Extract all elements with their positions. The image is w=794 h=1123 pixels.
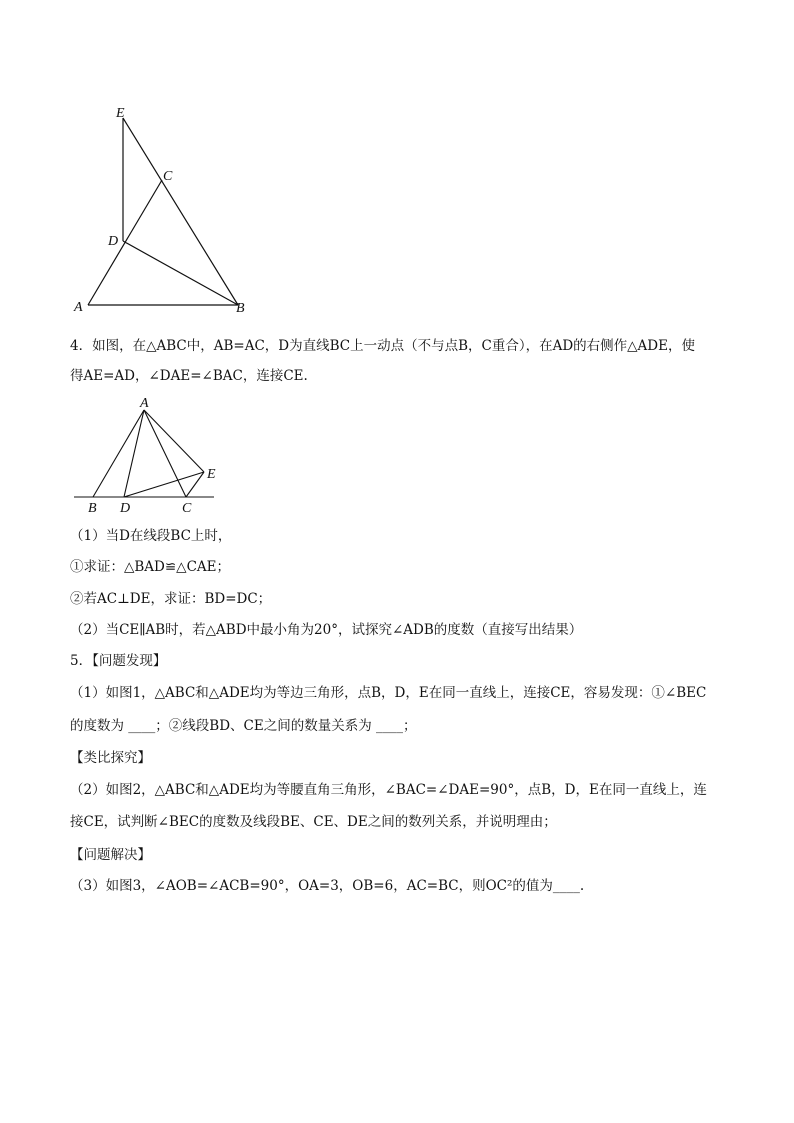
label-E: E [116, 106, 125, 121]
problem-4-part-1-ii: ②若AC⊥DE，求证：BD=DC； [70, 591, 272, 607]
label-E: E [207, 467, 216, 482]
problem-4-part-1: （1）当D在线段BC上时， [70, 528, 232, 544]
label-C: C [182, 501, 192, 516]
label-B: B [236, 301, 245, 316]
segment-EB [123, 118, 238, 305]
segment-AB [93, 410, 144, 497]
problem-5-q3-line: （3）如图3，∠AOB=∠ACB=90°，OA=3，OB=6，AC=BC，则OC²的值为____. [70, 878, 585, 894]
segment-AE [144, 410, 204, 472]
segment-DB [123, 241, 238, 305]
label-A: A [74, 300, 83, 315]
segment-CE [186, 472, 204, 497]
problem-5-q2-line-2: 接CE，试判断∠BEC的度数及线段BE、CE、DE之间的数列关系，并说明理由； [70, 814, 557, 830]
problem-5-heading-2: 【类比探究】 [70, 750, 151, 766]
label-C: C [163, 169, 173, 184]
label-D: D [120, 501, 131, 516]
problem-4-statement-line-1: 4．如图，在△ABC中，AB=AC，D为直线BC上一动点（不与点B，C重合），在AD的右侧作△ADE，使 [70, 338, 695, 354]
geometry-figure-1 [60, 98, 260, 320]
problem-5-q1-line-1: （1）如图1，△ABC和△ADE均为等边三角形，点B，D，E在同一直线上，连接CE，容易发现：①∠BEC [70, 685, 707, 701]
problem-5-q1-line-2: 的度数为 ____；②线段BD、CE之间的数量关系为 ____； [70, 718, 417, 734]
problem-4-statement-line-2: 得AE=AD，∠DAE=∠BAC，连接CE. [70, 368, 308, 384]
label-D: D [108, 234, 119, 249]
problem-4-part-1-i: ①求证：△BAD≌△CAE； [70, 559, 231, 575]
label-A: A [140, 396, 149, 411]
problem-5-q2-line-1: （2）如图2，△ABC和△ADE均为等腰直角三角形，∠BAC=∠DAE=90°，点B，D，E在同一直线上，连 [70, 782, 707, 798]
segment-DE [124, 472, 204, 497]
problem-4-part-2: （2）当CE∥AB时，若△ABD中最小角为20°，试探究∠ADB的度数（直接写出结果） [70, 622, 583, 638]
geometry-figure-2 [70, 394, 220, 516]
segment-AD [124, 410, 144, 497]
problem-5-heading: 5．【问题发现】 [70, 653, 167, 669]
label-B: B [88, 501, 97, 516]
problem-5-heading-3: 【问题解决】 [70, 847, 151, 863]
